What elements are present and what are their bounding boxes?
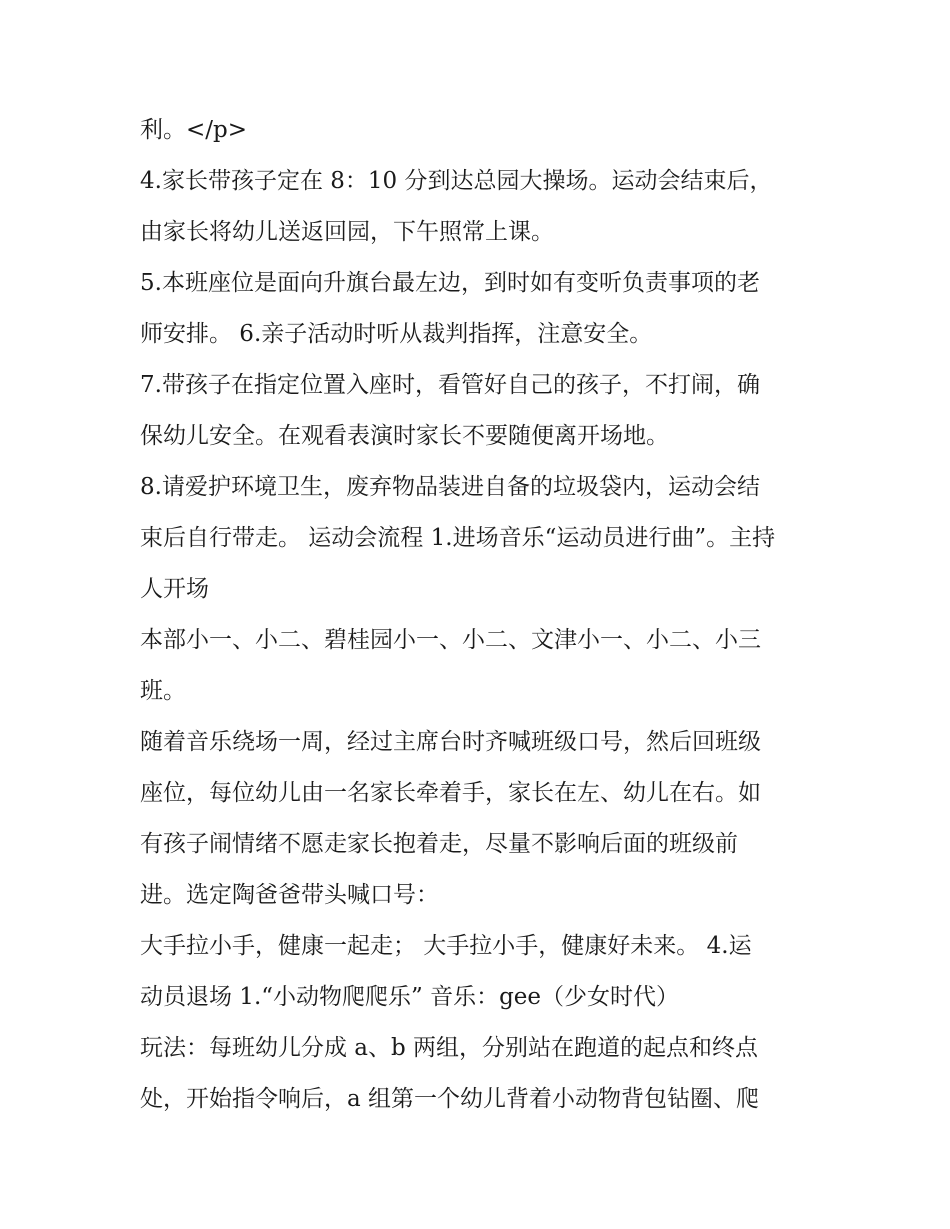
text-line: 本部小一、小二、碧桂园小一、小二、文津小一、小二、小三: [140, 627, 761, 653]
text-line: 座位，每位幼儿由一名家长牵着手，家长在左、幼儿在右。如: [140, 780, 761, 806]
text-line: 4.家长带孩子定在 8：10 分到达总园大操场。运动会结束后，: [140, 168, 773, 194]
text-line: 师安排。 6.亲子活动时听从裁判指挥，注意安全。: [140, 321, 653, 347]
text-line: 大手拉小手，健康一起走； 大手拉小手，健康好未来。 4.运: [140, 933, 752, 959]
text-line: 5.本班座位是面向升旗台最左边，到时如有变听负责事项的老: [140, 270, 760, 296]
body-text: [140, 105, 820, 1125]
text-line: 8.请爱护环境卫生，废弃物品装进自备的垃圾袋内，运动会结: [140, 474, 760, 500]
text-line: 7.带孩子在指定位置入座时，看管好自己的孩子，不打闹，确: [140, 372, 760, 398]
text-line: 由家长将幼儿送返回园，下午照常上课。: [140, 219, 554, 245]
text-line: 随着音乐绕场一周，经过主席台时齐喊班级口号，然后回班级: [140, 729, 761, 755]
text-line: 利。</p>: [140, 117, 248, 143]
text-line: 进。选定陶爸爸带头喊口号：: [140, 882, 439, 908]
text-line: 保幼儿安全。在观看表演时家长不要随便离开场地。: [140, 423, 669, 449]
text-line: 有孩子闹情绪不愿走家长抱着走，尽量不影响后面的班级前: [140, 831, 738, 857]
text-line: 班。: [140, 678, 186, 704]
text-line: 束后自行带走。 运动会流程 1.进场音乐“运动员进行曲”。主持: [140, 525, 776, 551]
text-line: 处，开始指令响后，a 组第一个幼儿背着小动物背包钻圈、爬: [140, 1086, 760, 1112]
text-line: 人开场: [140, 576, 209, 602]
text-line: 动员退场 1.“小动物爬爬乐” 音乐：gee（少女时代）: [140, 984, 680, 1010]
text-line: 玩法：每班幼儿分成 a、b 两组，分别站在跑道的起点和终点: [140, 1035, 759, 1061]
